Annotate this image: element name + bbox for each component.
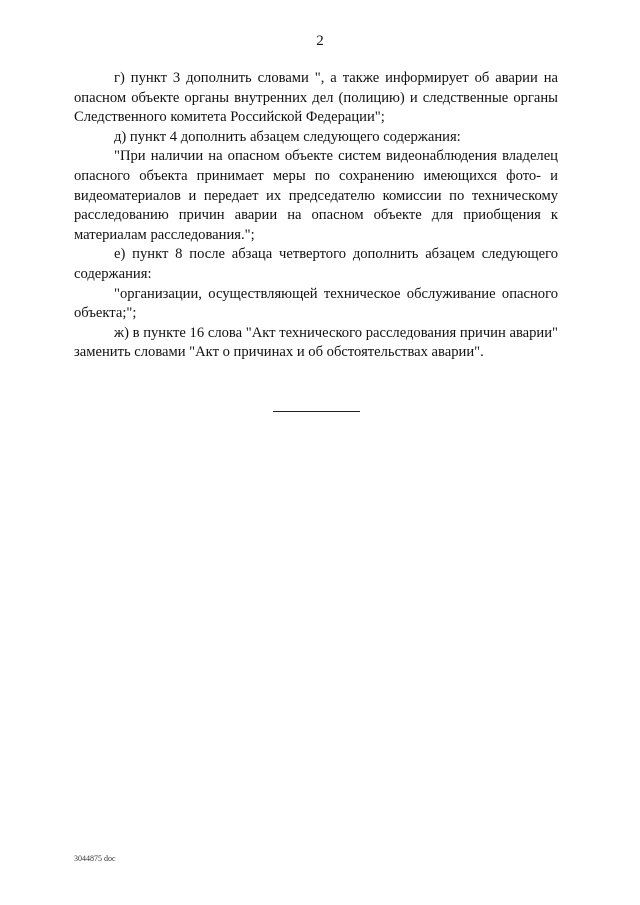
- paragraph-item-zh: ж) в пункте 16 слова "Акт технического расследования причин аварии" заменить словами "Акт о причинах и об обстоятельствах аварии".: [74, 324, 558, 361]
- paragraph-item-e: е) пункт 8 после абзаца четвертого дополнить абзацем следующего содержания:: [74, 246, 558, 282]
- paragraph-item-d-quote: "При наличии на опасном объекте систем видеонаблюдения владелец опасного объекта принимает меры по сохранению имеющихся фото- и видеоматериалов и передает их председателю комиссии по техническому расследованию причин аварии на опасном объекте для приобщения к материалам расследования.";: [74, 148, 558, 243]
- end-separator-line: [273, 411, 360, 412]
- paragraph-item-d: д) пункт 4 дополнить абзацем следующего содержания:: [114, 128, 461, 145]
- document-body: [74, 69, 558, 363]
- paragraph-item-e-quote: "организации, осуществляющей техническое обслуживание опасного объекта;";: [74, 285, 558, 322]
- page-number: 2: [316, 33, 324, 49]
- paragraph-item-g: г) пункт 3 дополнить словами ", а также информирует об аварии на опасном объекте органы внутренних дел (полицию) и следственные органы Следственного комитета Российской Федерации";: [74, 70, 558, 126]
- document-code: 3044875 doc: [74, 854, 116, 863]
